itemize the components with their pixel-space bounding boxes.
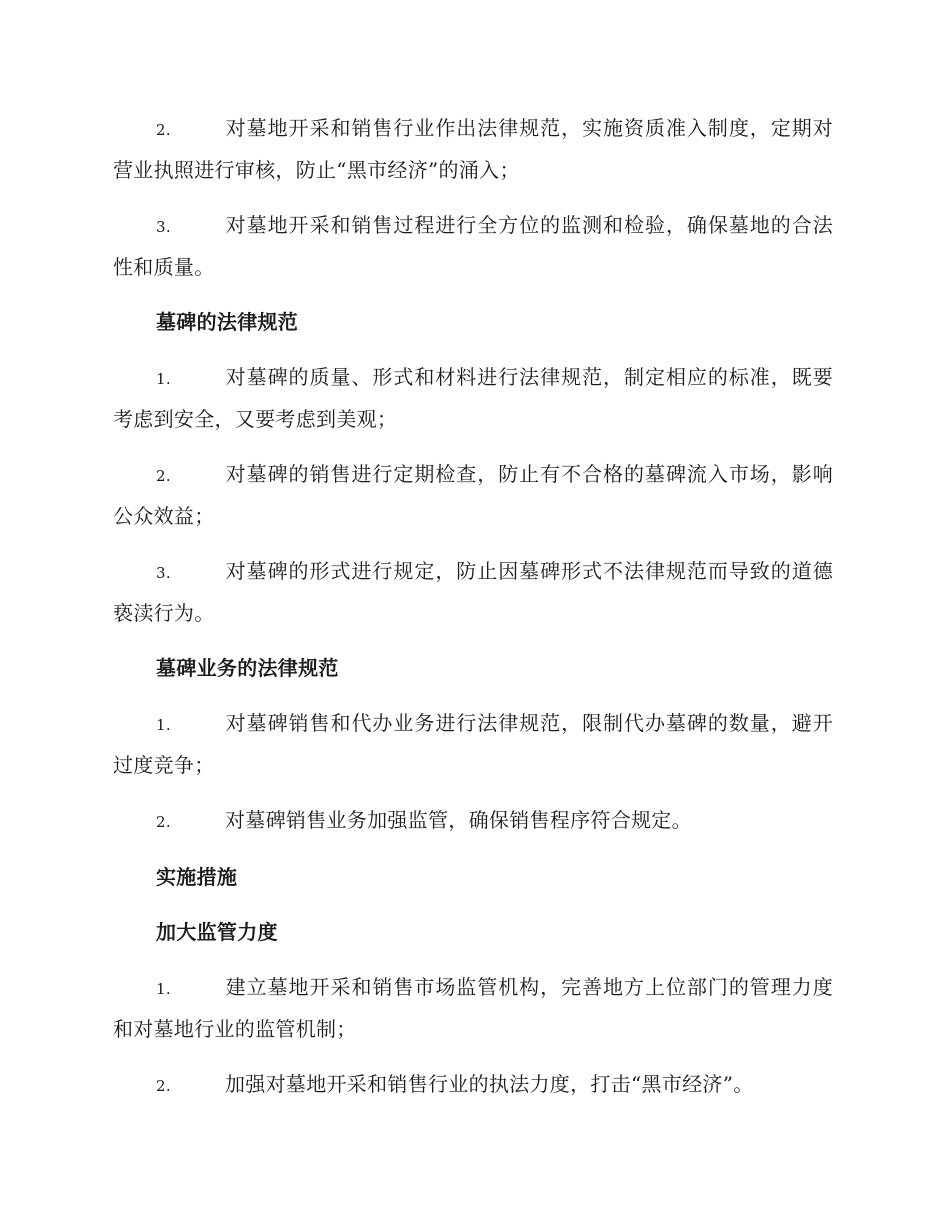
list-item: [113, 551, 833, 633]
list-number: 3.: [156, 564, 171, 582]
list-text: 对墓碑的质量、形式和材料进行法律规范，制定相应的标准，既要考虑到安全，又要考虑到美观；: [113, 365, 833, 431]
section-heading: 墓碑业务的法律规范: [156, 656, 339, 680]
list-text: 对墓地开采和销售行业作出法律规范，实施资质准入制度，定期对营业执照进行审核，防止“黑市经济”的涌入；: [113, 116, 833, 182]
list-text: 对墓碑销售业务加强监管，确保销售程序符合规定。: [225, 808, 692, 832]
list-number: 1.: [156, 980, 171, 998]
section-heading: 加大监管力度: [156, 920, 278, 944]
document-body: [113, 108, 833, 1121]
list-item: [113, 357, 833, 439]
section-heading: 墓碑的法律规范: [156, 310, 299, 334]
list-item: [113, 800, 833, 842]
list-number: 1.: [156, 370, 171, 388]
list-number: 3.: [156, 218, 171, 236]
list-number: 2.: [156, 813, 171, 831]
list-number: 2.: [156, 1077, 171, 1095]
list-item: [113, 1064, 833, 1106]
list-text: 对墓碑的销售进行定期检查，防止有不合格的墓碑流入市场，影响公众效益；: [113, 462, 833, 528]
list-number: 2.: [156, 467, 171, 485]
list-number: 2.: [156, 121, 171, 139]
list-item: [113, 703, 833, 785]
list-number: 1.: [156, 716, 171, 734]
list-text: 对墓碑销售和代办业务进行法律规范，限制代办墓碑的数量，避开过度竞争；: [113, 711, 833, 777]
list-item: [113, 108, 833, 190]
list-text: 对墓碑的形式进行规定，防止因墓碑形式不法律规范而导致的道德亵渎行为。: [113, 559, 833, 625]
list-text: 建立墓地开采和销售市场监管机构，完善地方上位部门的管理力度和对墓地行业的监管机制；: [113, 975, 833, 1041]
list-item: [113, 454, 833, 536]
list-text: 加强对墓地开采和销售行业的执法力度，打击“黑市经济”。: [225, 1072, 754, 1096]
section-heading: 实施措施: [156, 865, 238, 889]
list-item: [113, 205, 833, 287]
list-text: 对墓地开采和销售过程进行全方位的监测和检验，确保墓地的合法性和质量。: [113, 213, 833, 279]
list-item: [113, 967, 833, 1049]
